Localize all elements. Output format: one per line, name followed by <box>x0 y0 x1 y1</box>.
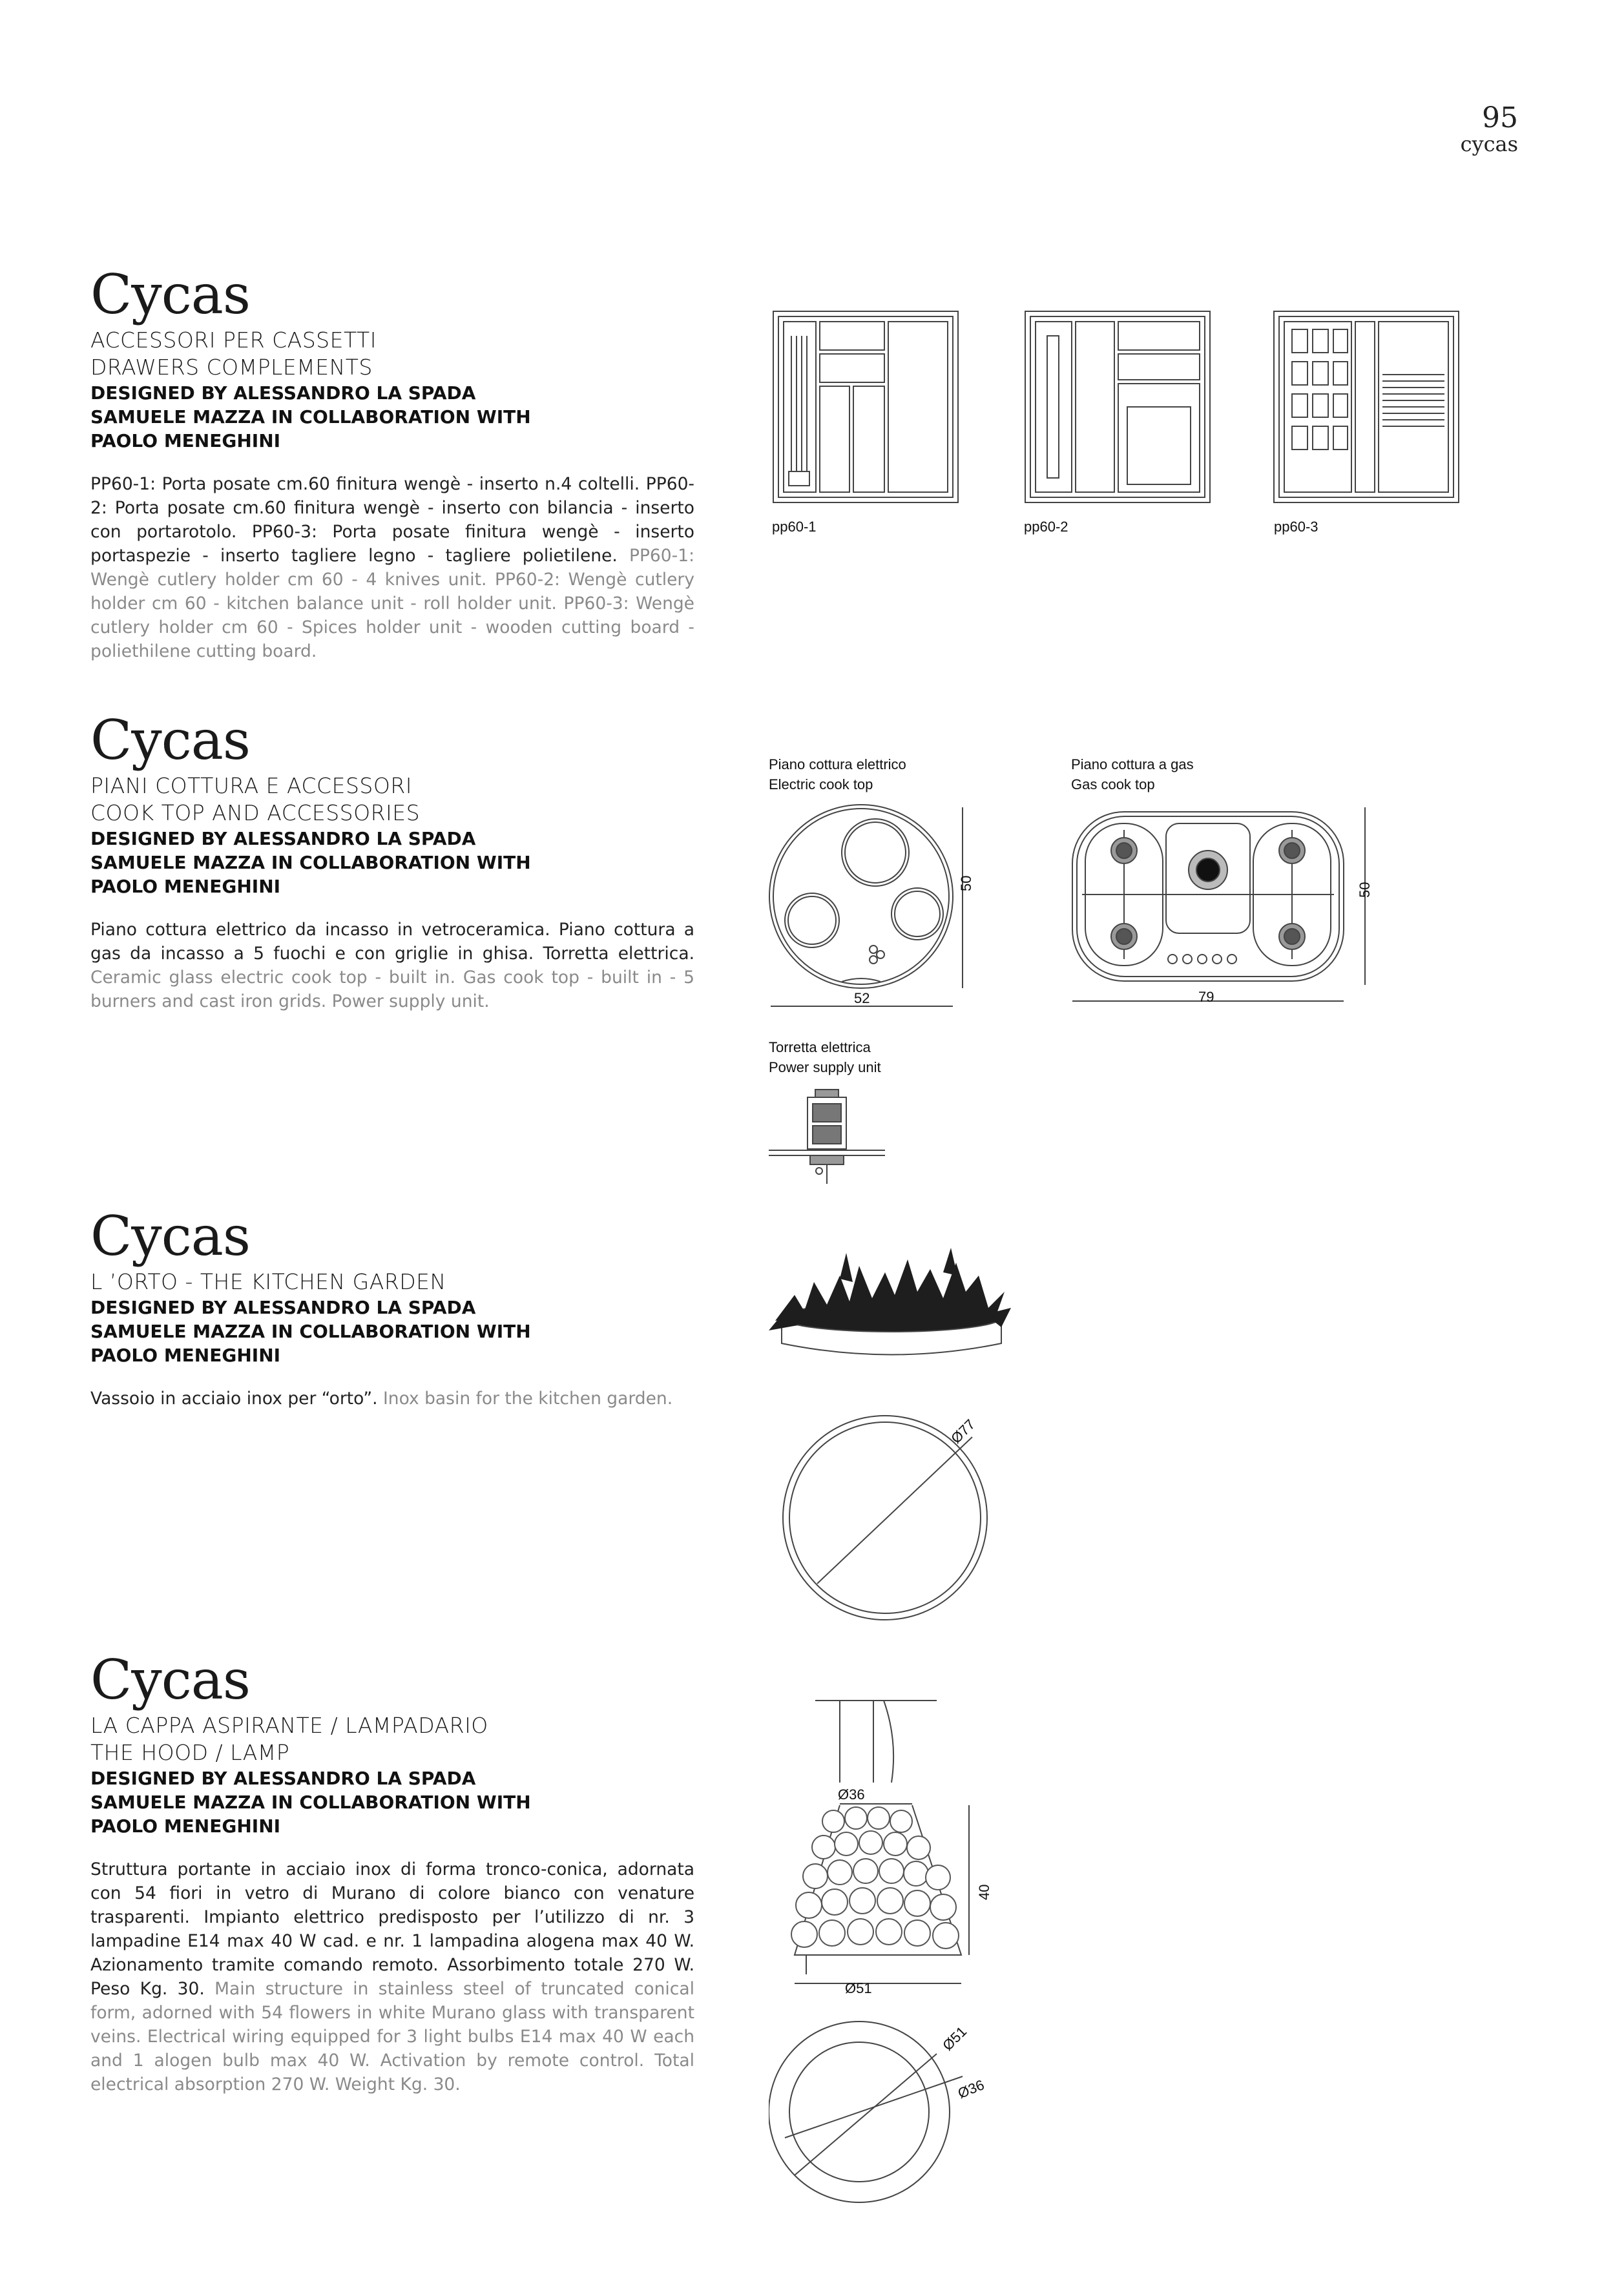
section-subtitle-it: ACCESSORI PER CASSETTI <box>90 327 377 353</box>
page-section-name: cycas <box>1460 132 1518 156</box>
designer-line-2: SAMUELE MAZZA IN COLLABORATION WITH <box>90 1321 531 1342</box>
gas-cooktop-label-en: Gas cook top <box>1071 776 1155 792</box>
gas-cooktop-label-it: Piano cottura a gas <box>1071 756 1194 772</box>
drawing-pp60-1 <box>772 310 959 504</box>
section-description <box>90 918 694 1013</box>
description-italian: Vassoio in acciaio inox per “orto”. <box>90 1389 378 1409</box>
ring-inner-diameter: Ø36 <box>955 2076 987 2102</box>
electric-cooktop-label-it: Piano cottura elettrico <box>769 756 906 772</box>
ring-outer-diameter: Ø51 <box>939 2023 970 2054</box>
section-cooktops <box>90 710 694 1013</box>
designer-line-3: PAOLO MENEGHINI <box>90 1815 281 1837</box>
description-english: PP60-1: Wengè cutlery holder cm 60 - 4 knives unit. PP60-2: Wengè cutlery holder cm 60 - kitchen balance unit - roll holder unit. PP60-3: Wengè cutlery holder cm 60 - Spices holder unit - wooden cutting board - poliethilene cutting board. <box>90 546 694 661</box>
electric-cooktop-dim-h: 50 <box>958 875 974 891</box>
electric-cooktop-label-en: Electric cook top <box>769 776 873 792</box>
gas-cooktop-caption <box>1071 754 1194 794</box>
electric-cooktop-dim-w: 52 <box>854 990 870 1006</box>
section-drawers <box>90 265 694 663</box>
section-description <box>90 1387 694 1411</box>
description-italian: Piano cottura elettrico da incasso in vetroceramica. Piano cottura a gas da incasso a 5 fuochi e con griglie in ghisa. Torretta elettrica. <box>90 920 694 964</box>
drawing-hood-lamp-top <box>769 2015 1001 2209</box>
section-title: Cycas <box>90 708 250 772</box>
page-number-block <box>1461 103 1518 155</box>
section-subtitle-en: COOK TOP AND ACCESSORIES <box>90 800 421 825</box>
lamp-height: 40 <box>976 1884 992 1900</box>
section-subtitle-en: DRAWERS COMPLEMENTS <box>90 355 373 380</box>
drawing-electric-cooktop <box>766 801 979 1014</box>
designer-line-1: DESIGNED BY ALESSANDRO LA SPADA <box>90 828 476 849</box>
section-subtitle-it: PIANI COTTURA E ACCESSORI <box>90 773 412 798</box>
drawing-label-pp60-1: pp60-1 <box>772 519 817 535</box>
description-english: Main structure in stainless steel of truncated conical form, adorned with 54 flowers in white Murano glass with transparent veins. Electrical wiring equipped for 3 light bulbs E14 max 40 W each and 1 alogen bulb max 40 W. Activation by remote control. Total electrical absorption 270 W. Weight Kg. 30. <box>90 1979 694 2094</box>
drawing-label-pp60-3: pp60-3 <box>1274 519 1318 535</box>
power-unit-label-it: Torretta elettrica <box>769 1039 871 1055</box>
section-description <box>90 1857 694 2096</box>
garden-diameter: Ø77 <box>948 1416 979 1447</box>
description-italian: Struttura portante in acciaio inox di forma tronco-conica, adornata con 54 fiori in vetro di Murano di colore bianco con venature trasparenti. Impianto elettrico predisposto per l’utilizzo di nr. 3 lampadine E14 max 40 W cad. e nr. 1 lampadina alogena max 40 W. Azionamento tramite comando remoto. Assorbimento totale 270 W. Peso Kg. 30. <box>90 1859 694 1999</box>
designer-line-1: DESIGNED BY ALESSANDRO LA SPADA <box>90 1297 476 1318</box>
designer-line-3: PAOLO MENEGHINI <box>90 430 281 451</box>
lamp-bottom-diameter: Ø51 <box>845 1980 872 1996</box>
section-hood-lamp <box>90 1650 694 2096</box>
power-unit-caption <box>769 1037 881 1077</box>
drawing-pp60-3 <box>1273 310 1460 504</box>
lamp-top-diameter: Ø36 <box>838 1786 865 1803</box>
section-description <box>90 472 694 663</box>
designer-line-1: DESIGNED BY ALESSANDRO LA SPADA <box>90 1768 476 1789</box>
electric-cooktop-caption <box>769 754 906 794</box>
drawing-hood-lamp-side <box>769 1689 988 2005</box>
section-title: Cycas <box>90 1648 250 1712</box>
drawing-gas-cooktop <box>1069 804 1373 1011</box>
gas-cooktop-dim-w: 79 <box>1198 989 1214 1005</box>
section-title: Cycas <box>90 1205 250 1268</box>
designer-line-3: PAOLO MENEGHINI <box>90 1345 281 1366</box>
section-subtitle-it: LA CAPPA ASPIRANTE / LAMPADARIO <box>90 1713 488 1738</box>
designer-line-1: DESIGNED BY ALESSANDRO LA SPADA <box>90 382 476 404</box>
drawing-label-pp60-2: pp60-2 <box>1024 519 1068 535</box>
section-subtitle-en: THE HOOD / LAMP <box>90 1740 290 1765</box>
drawing-pp60-2 <box>1024 310 1211 504</box>
designer-line-3: PAOLO MENEGHINI <box>90 876 281 897</box>
section-kitchen-garden <box>90 1206 694 1411</box>
designer-line-2: SAMUELE MAZZA IN COLLABORATION WITH <box>90 406 531 428</box>
page-number: 95 <box>1482 101 1518 134</box>
designer-line-2: SAMUELE MAZZA IN COLLABORATION WITH <box>90 852 531 873</box>
section-title: Cycas <box>90 263 250 326</box>
designer-line-2: SAMUELE MAZZA IN COLLABORATION WITH <box>90 1792 531 1813</box>
section-subtitle: L ’ORTO - THE KITCHEN GARDEN <box>90 1269 446 1294</box>
drawing-power-unit <box>769 1088 885 1185</box>
description-italian: PP60-1: Porta posate cm.60 finitura wengè - inserto n.4 coltelli. PP60-2: Porta posate cm.60 finitura wengè - inserto con bilancia - inserto con portarotolo. PP60-3: Porta posate finitura wengè - inserto portaspezie - inserto tagliere legno - tagliere polietilene. <box>90 474 694 566</box>
drawing-kitchen-garden-side <box>769 1246 1014 1389</box>
gas-cooktop-dim-h: 50 <box>1357 882 1373 898</box>
description-english: Inox basin for the kitchen garden. <box>382 1389 673 1409</box>
power-unit-label-en: Power supply unit <box>769 1059 881 1075</box>
description-english: Ceramic glass electric cook top - built in. Gas cook top - built in - 5 burners and cast iron grids. Power supply unit. <box>90 967 694 1011</box>
